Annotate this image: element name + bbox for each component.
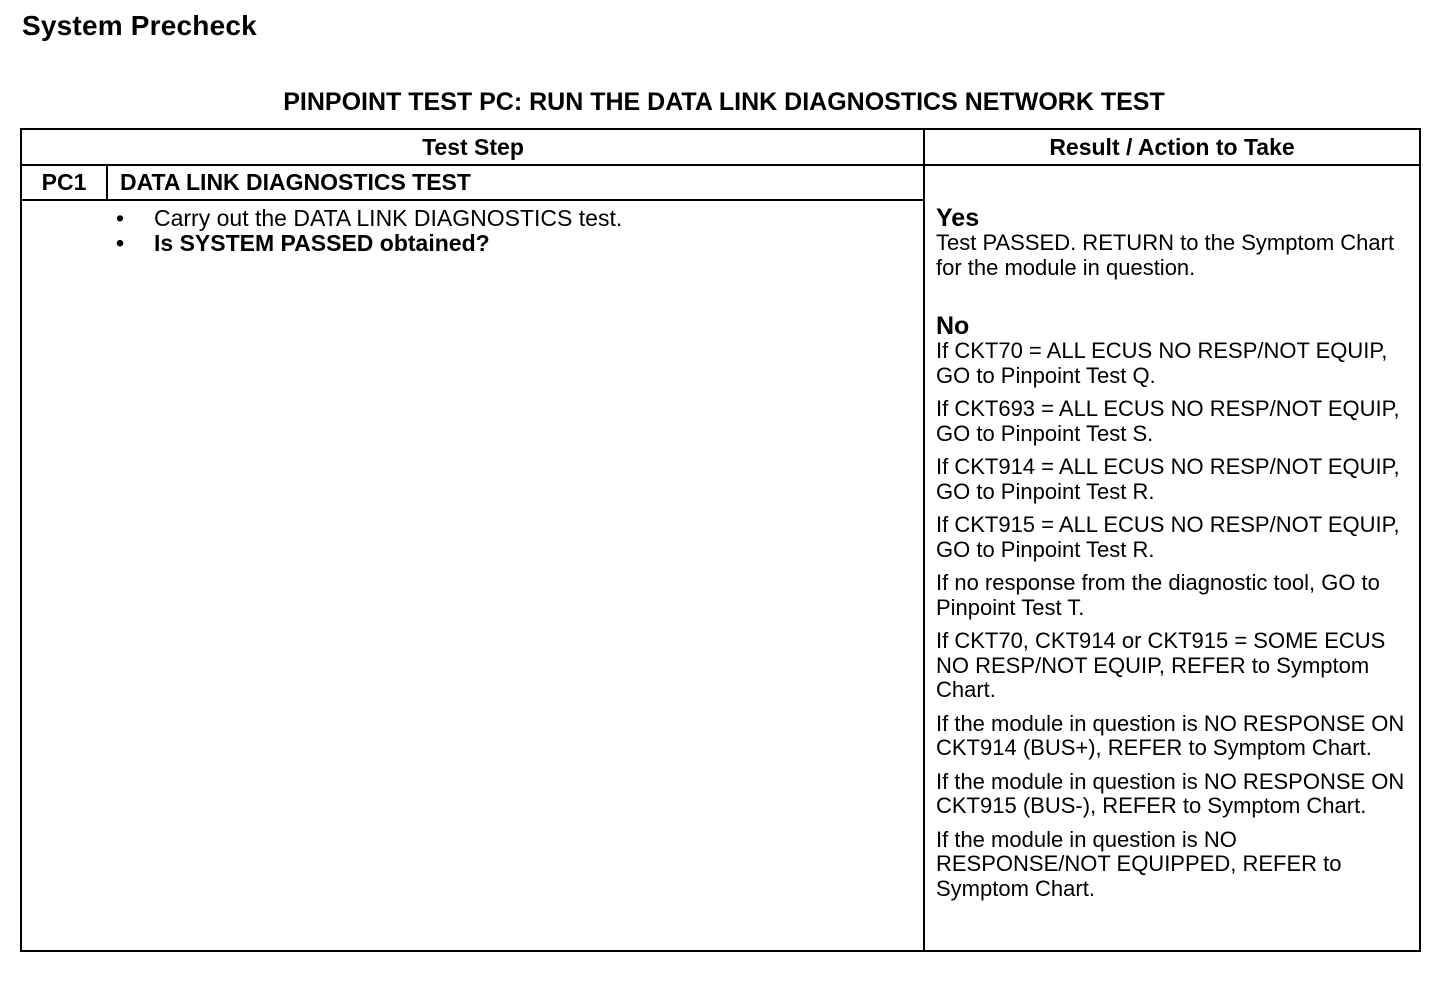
result-no-item: If CKT914 = ALL ECUS NO RESP/NOT EQUIP, GO to Pinpoint Test R.	[936, 454, 1400, 504]
bullet-icon: •	[116, 205, 125, 231]
header-test-step: Test Step	[422, 134, 524, 160]
bullet-icon: •	[116, 230, 125, 256]
pinpoint-test-title: PINPOINT TEST PC: RUN THE DATA LINK DIAGNOSTICS NETWORK TEST	[283, 88, 1165, 116]
step-instructions	[116, 206, 906, 256]
step-title-divider	[22, 199, 924, 201]
step-id-divider	[106, 165, 108, 200]
column-divider	[923, 130, 925, 950]
pinpoint-test-table	[20, 128, 1421, 952]
result-no-item: If CKT70 = ALL ECUS NO RESP/NOT EQUIP, GO to Pinpoint Test Q.	[936, 338, 1388, 388]
step-title: DATA LINK DIAGNOSTICS TEST	[120, 169, 471, 195]
result-no-item: If CKT693 = ALL ECUS NO RESP/NOT EQUIP, GO to Pinpoint Test S.	[936, 396, 1400, 446]
result-no-item: If CKT70, CKT914 or CKT915 = SOME ECUS NO RESP/NOT EQUIP, REFER to Symptom Chart.	[936, 628, 1386, 702]
instruction-question	[116, 231, 906, 256]
result-no-item: If the module in question is NO RESPONSE ON CKT914 (BUS+), REFER to Symptom Chart.	[936, 710, 1405, 760]
result-no-item: If the module in question is NO RESPONSE ON CKT915 (BUS-), REFER to Symptom Chart.	[936, 768, 1405, 818]
result-yes-text: Test PASSED. RETURN to the Symptom Chart for the module in question.	[936, 230, 1395, 280]
instruction-text: Carry out the DATA LINK DIAGNOSTICS test.	[154, 205, 623, 231]
result-actions	[936, 206, 1416, 910]
header-result-action: Result / Action to Take	[1049, 134, 1295, 160]
instruction-text: Is SYSTEM PASSED obtained?	[154, 230, 490, 256]
result-no-item: If no response from the diagnostic tool, GO to Pinpoint Test T.	[936, 570, 1380, 620]
result-yes-label: Yes	[936, 204, 980, 232]
result-no-item: If the module in question is NO RESPONSE/NOT EQUIPPED, REFER to Symptom Chart.	[936, 826, 1342, 901]
section-title: System Precheck	[22, 10, 257, 41]
step-id: PC1	[41, 169, 87, 195]
result-no-label: No	[936, 312, 970, 340]
result-no-item: If CKT915 = ALL ECUS NO RESP/NOT EQUIP, GO to Pinpoint Test R.	[936, 512, 1400, 562]
instruction-item	[116, 206, 906, 231]
